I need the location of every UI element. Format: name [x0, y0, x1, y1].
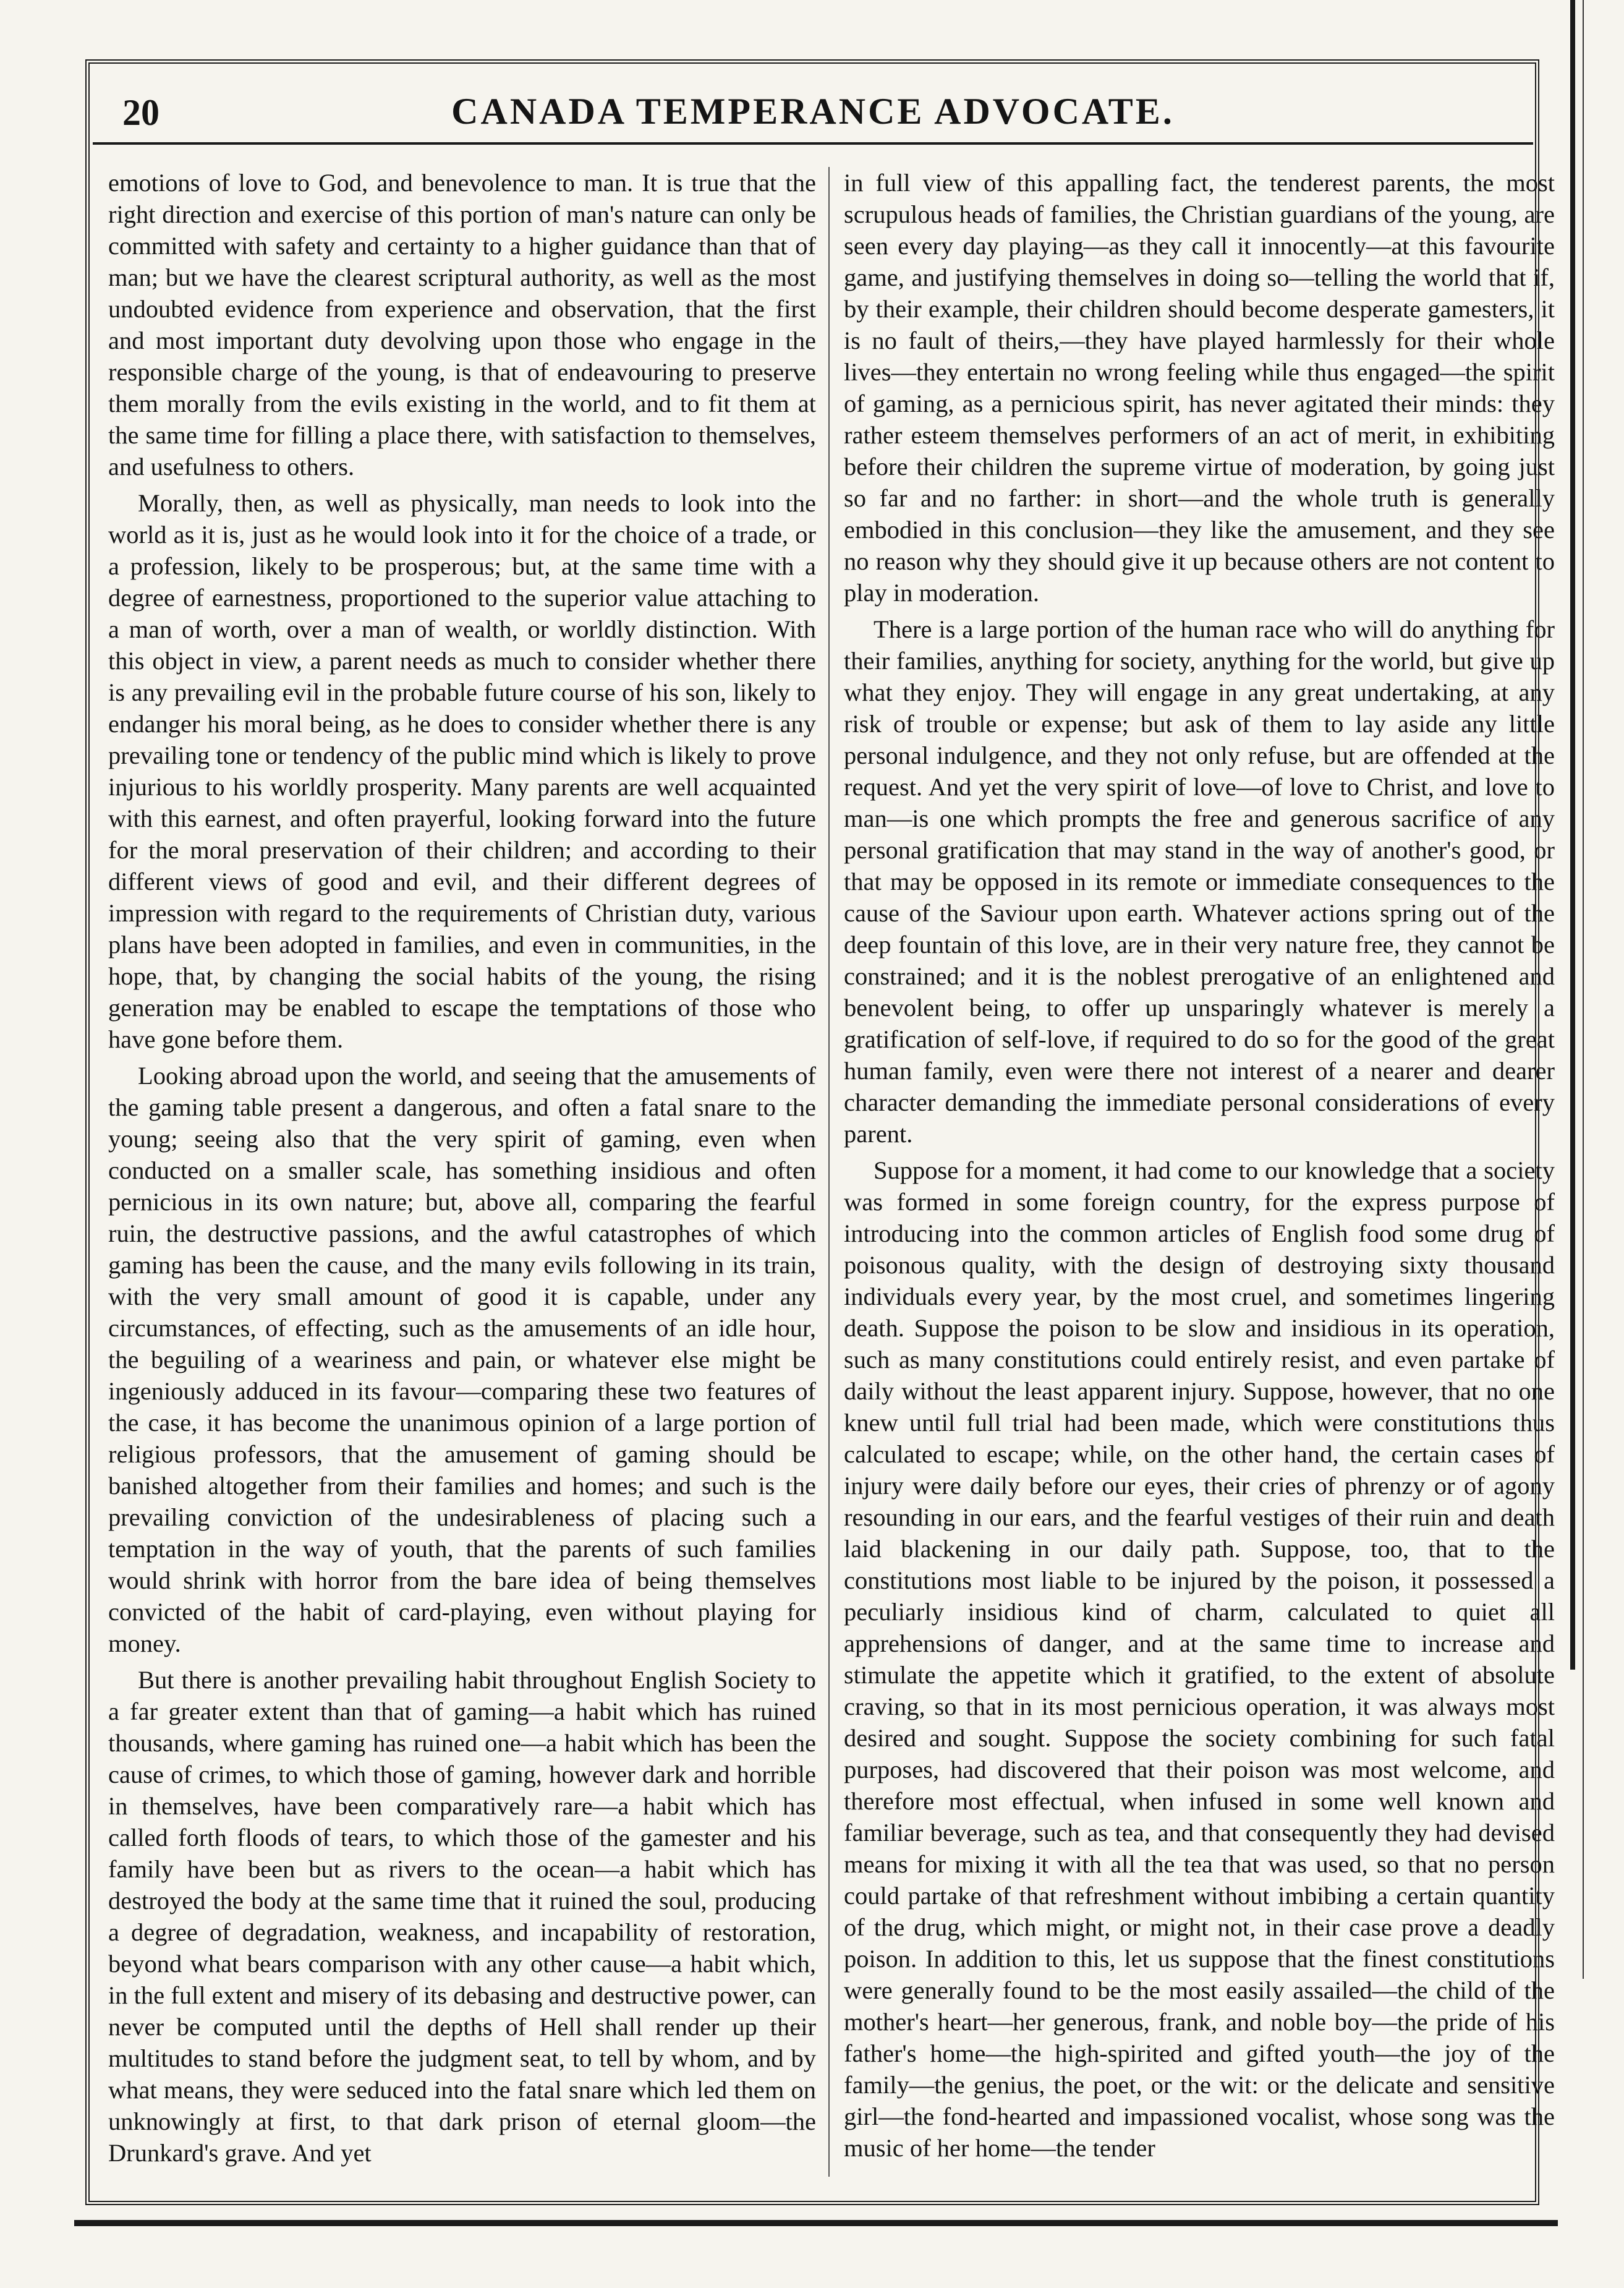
- paragraph: But there is another prevailing habit throughout English Society to a far greater extent than that of gaming—a habit which has ruined thousands, where gaming has ruined one—a habit which has been the cause of crimes, to which those of gaming, however dark and horrible in themselves, have been comparatively rare—a habit which has called forth floods of tears, to which those of the gamester and his family have been but as rivers to the ocean—a habit which has destroyed the body at the same time that it ruined the soul, producing a degree of degradation, weakness, and incapability of restoration, beyond what bears comparison with any other cause—a habit which, in the full extent and misery of its debasing and destructive power, can never be computed until the depths of Hell shall render up their multitudes to stand before the judgment seat, to tell by whom, and by what means, they were seduced into the fatal snare which led them on unknowingly at first, to that dark prison of eternal gloom—the Drunkard's grave. And yet: [108, 1666, 816, 2167]
- paragraph: There is a large portion of the human race who will do anything for their families, anything for society, anything for the world, but give up what they enjoy. They will engage in any great undertaking, at any risk of trouble or expense; but ask of them to lay aside any little personal indulgence, and they not only refuse, but are offended at the request. And yet the very spirit of love—of love to Christ, and love to man—is one which prompts the free and generous sacrifice of any personal gratification that may stand in the way of another's good, or that may be opposed in its remote or immediate consequences to the cause of the Saviour upon earth. Whatever actions spring out of the deep fountain of this love, are in their very nature free, they cannot be constrained; and it is the noblest prerogative of an enlightened and benevolent being, to offer up unsparingly whatever is merely a gratification of self-love, if required to do so for the good of the great human family, even were there not interest of a nearer and dearer character demanding the immediate personal considerations of every parent.: [844, 615, 1555, 1148]
- running-title: CANADA TEMPERANCE ADVOCATE.: [451, 91, 1175, 132]
- paragraph: Suppose for a moment, it had come to our knowledge that a society was formed in some foreign country, for the express purpose of introducing into the common articles of English food some drug of poisonous quality, with the design of destroying sixty thousand individuals every year, by the most cruel, and sometimes lingering death. Suppose the poison to be slow and insidious in its operation, such as many constitutions could entirely resist, and even partake of daily without the least apparent injury. Suppose, however, that no one knew until full trial had been made, which were constitutions thus calculated to escape; while, on the other hand, the certain cases of injury were daily before our eyes, their cries of phrenzy or of agony resounding in our ears, and the fearful vestiges of their ruin and death laid blackening in our daily path. Suppose, too, that to the constitutions most liable to be injured by the poison, it possessed a peculiarly insidious kind of charm, calculated to quiet all apprehensions of danger, and at the same time to increase and stimulate the appetite which it gratified, to the extent of absolute craving, so that in its most pernicious operation, it was always most desired and sought. Suppose the society combining for such fatal purposes, had discovered that their poison was most welcome, and therefore most effectual, when infused in some well known and familiar beverage, such as tea, and that consequently they had devised means for mixing it with all the tea that was used, so that no person could partake of that refreshment without imbibing a certain quantity of the drug, which might, or might not, in their case prove a deadly poison. In addition to this, let us suppose that the finest constitutions were generally found to be the most easily assailed—the child of the mother's heart—her generous, frank, and noble boy—the pride of his father's home—the high-spirited and gifted youth—the joy of the family—the genius, the poet, or the wit: or the delicate and sensitive girl—the fond-hearted and impassioned vocalist, whose song was the music of her home—the tender: [844, 1156, 1555, 2162]
- bottom-rule: [74, 2220, 1558, 2226]
- paragraph: in full view of this appalling fact, the tenderest parents, the most scrupulous heads of families, the Christian guardians of the young, are seen every day playing—as they call it innocently—at this favourite game, and justifying themselves in doing so—telling the world that if, by their example, their children should become desperate gamesters, it is no fault of theirs,—they have played harmlessly for their whole lives—they entertain no wrong feeling while thus engaged—the spirit of gaming, as a pernicious spirit, has never agitated their minds: they rather esteem themselves performers of an act of merit, in exhibiting before their children the supreme virtue of moderation, by going just so far and no farther: in short—and the whole truth is generally embodied in this conclusion—they like the amusement, and they see no reason why they should give it up because others are not content to play in moderation.: [844, 169, 1555, 607]
- left-column: [108, 167, 816, 2171]
- edge-rule: [1570, 0, 1575, 1670]
- page-number: 20: [122, 92, 159, 133]
- paragraph: Looking abroad upon the world, and seeing that the amusements of the gaming table present a dangerous, and often a fatal snare to the young; seeing also that the very spirit of gaming, even when conducted on a smaller scale, has something insidious and often pernicious in its own nature; but, above all, comparing the fearful ruin, the destructive passions, and the awful catastrophes of which gaming has been the cause, and the many evils following in its train, with the very small amount of good it is capable, under any circumstances, of effecting, such as the amusements of an idle hour, the beguiling of a weariness and pain, or whatever else might be ingeniously adduced in its favour—comparing these two features of the case, it has become the unanimous opinion of a large portion of religious professors, that the amusement of gaming should be banished altogether from their families and homes; and such is the prevailing conviction of the undesirableness of placing such a temptation in the way of youth, that the parents of such families would shrink with horror from the bare idea of being themselves convicted of the habit of card-playing, even without playing for money.: [108, 1062, 816, 1657]
- column-divider: [828, 167, 830, 2177]
- paragraph: Morally, then, as well as physically, man needs to look into the world as it is, just as he would look into it for the choice of a trade, or a profession, likely to be prosperous; but, at the same time with a degree of earnestness, proportioned to the superior value attaching to a man of worth, over a man of wealth, or worldly distinction. With this object in view, a parent needs as much to consider whether there is any prevailing evil in the probable future course of his son, likely to endanger his moral being, as he does to consider whether there is any prevailing tone or tendency of the public mind which is likely to prove injurious to his worldly prosperity. Many parents are well acquainted with this earnest, and often prayerful, looking forward into the future for the moral preservation of their children; and according to their different views of good and evil, and their different degrees of impression with regard to the requirements of Christian duty, various plans have been adopted in families, and even in communities, in the hope, that, by changing the social habits of the young, the rising generation may be enabled to escape the temptations of those who have gone before them.: [108, 489, 816, 1053]
- right-column: [844, 167, 1555, 2171]
- paragraph: emotions of love to God, and benevolence to man. It is true that the right direction and exercise of this portion of man's nature can only be committed with safety and certainty to a higher guidance than that of man; but we have the clearest scriptural authority, as well as the most undoubted evidence from experience and observation, that the first and most important duty devolving upon those who engage in the responsible charge of the young, is that of endeavouring to preserve them morally from the evils existing in the world, and to fit them at the same time for filling a place there, with satisfaction to themselves, and usefulness to others.: [108, 169, 816, 480]
- running-header: [93, 74, 1533, 145]
- edge-rule-thin: [1583, 0, 1584, 1979]
